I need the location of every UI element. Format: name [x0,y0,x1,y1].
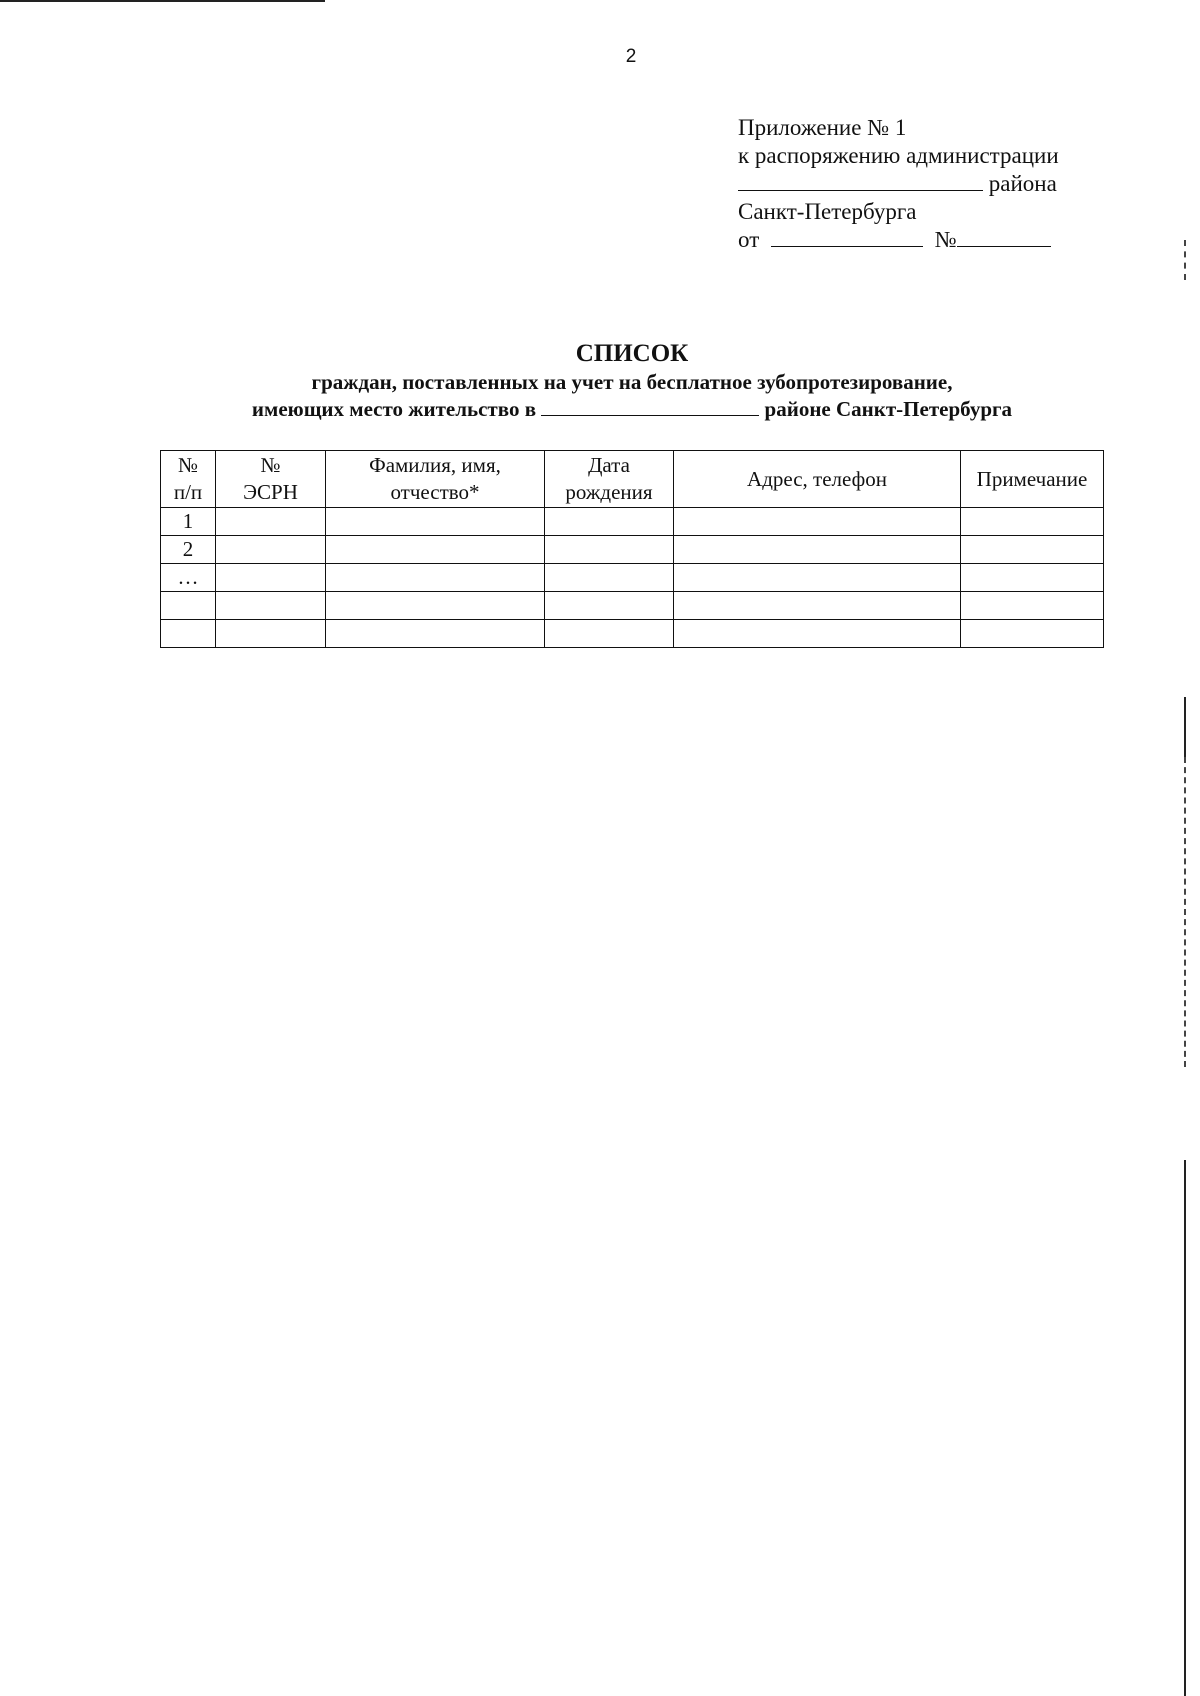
scan-edge-line [0,0,325,2]
note-cell [961,592,1104,620]
address-cell [674,592,961,620]
table-row [161,592,1104,620]
birth-date-cell [545,620,674,648]
name-cell [326,536,545,564]
header-address-phone: Адрес, телефон [674,451,961,508]
scan-edge-mark [1184,240,1186,280]
number-blank [957,226,1051,247]
birth-date-cell [545,564,674,592]
document-title: СПИСОК [575,340,689,367]
esrn-cell [216,508,326,536]
subtitle-prefix: имеющих место жительство в [251,397,537,421]
address-cell [674,620,961,648]
subtitle-suffix: районе Санкт-Петербурга [764,397,1013,421]
address-cell [674,536,961,564]
birth-date-cell [545,536,674,564]
citizens-list-table [160,450,1104,648]
appendix-city: Санкт-Петербурга [738,199,917,224]
district-name-blank [541,397,759,416]
document-subtitle-line1: граждан, поставленных на учет на бесплатное зубопротезирование, [311,370,953,394]
address-cell [674,508,961,536]
document-title-block [160,339,1104,423]
appendix-order-ref: к распоряжению администрации [738,143,1059,168]
header-note: Примечание [961,451,1104,508]
row-number-cell: 2 [161,536,216,564]
row-number-cell [161,592,216,620]
scan-edge-mark [1184,757,1186,1067]
table-header-row [161,451,1104,508]
appendix-header [738,114,1059,254]
scan-edge-mark [1184,1160,1186,1696]
row-number-cell [161,620,216,648]
name-cell [326,564,545,592]
date-prefix: от [738,227,760,252]
document-subtitle-line2 [160,396,1104,423]
district-suffix: района [988,171,1057,196]
appendix-date-number-line [738,226,1059,254]
name-cell [326,592,545,620]
name-cell [326,620,545,648]
note-cell [961,508,1104,536]
table-row [161,536,1104,564]
scan-edge-mark [1184,697,1186,757]
esrn-cell [216,620,326,648]
date-blank [771,226,923,247]
table-row [161,508,1104,536]
header-full-name: Фамилия, имя, отчество* [326,451,545,508]
appendix-title: Приложение № 1 [738,115,907,140]
esrn-cell [216,536,326,564]
header-birth-date: Дата рождения [545,451,674,508]
page-number: 2 [625,46,637,67]
address-cell [674,564,961,592]
table-row [161,564,1104,592]
name-cell [326,508,545,536]
table-row [161,620,1104,648]
note-cell [961,536,1104,564]
esrn-cell [216,592,326,620]
header-row-number: № п/п [161,451,216,508]
birth-date-cell [545,508,674,536]
district-blank [738,170,983,191]
note-cell [961,620,1104,648]
row-number-cell: … [161,564,216,592]
number-sign: № [934,227,957,252]
note-cell [961,564,1104,592]
birth-date-cell [545,592,674,620]
appendix-district-line [738,170,1059,198]
esrn-cell [216,564,326,592]
row-number-cell: 1 [161,508,216,536]
header-esrn-number: № ЭСРН [216,451,326,508]
